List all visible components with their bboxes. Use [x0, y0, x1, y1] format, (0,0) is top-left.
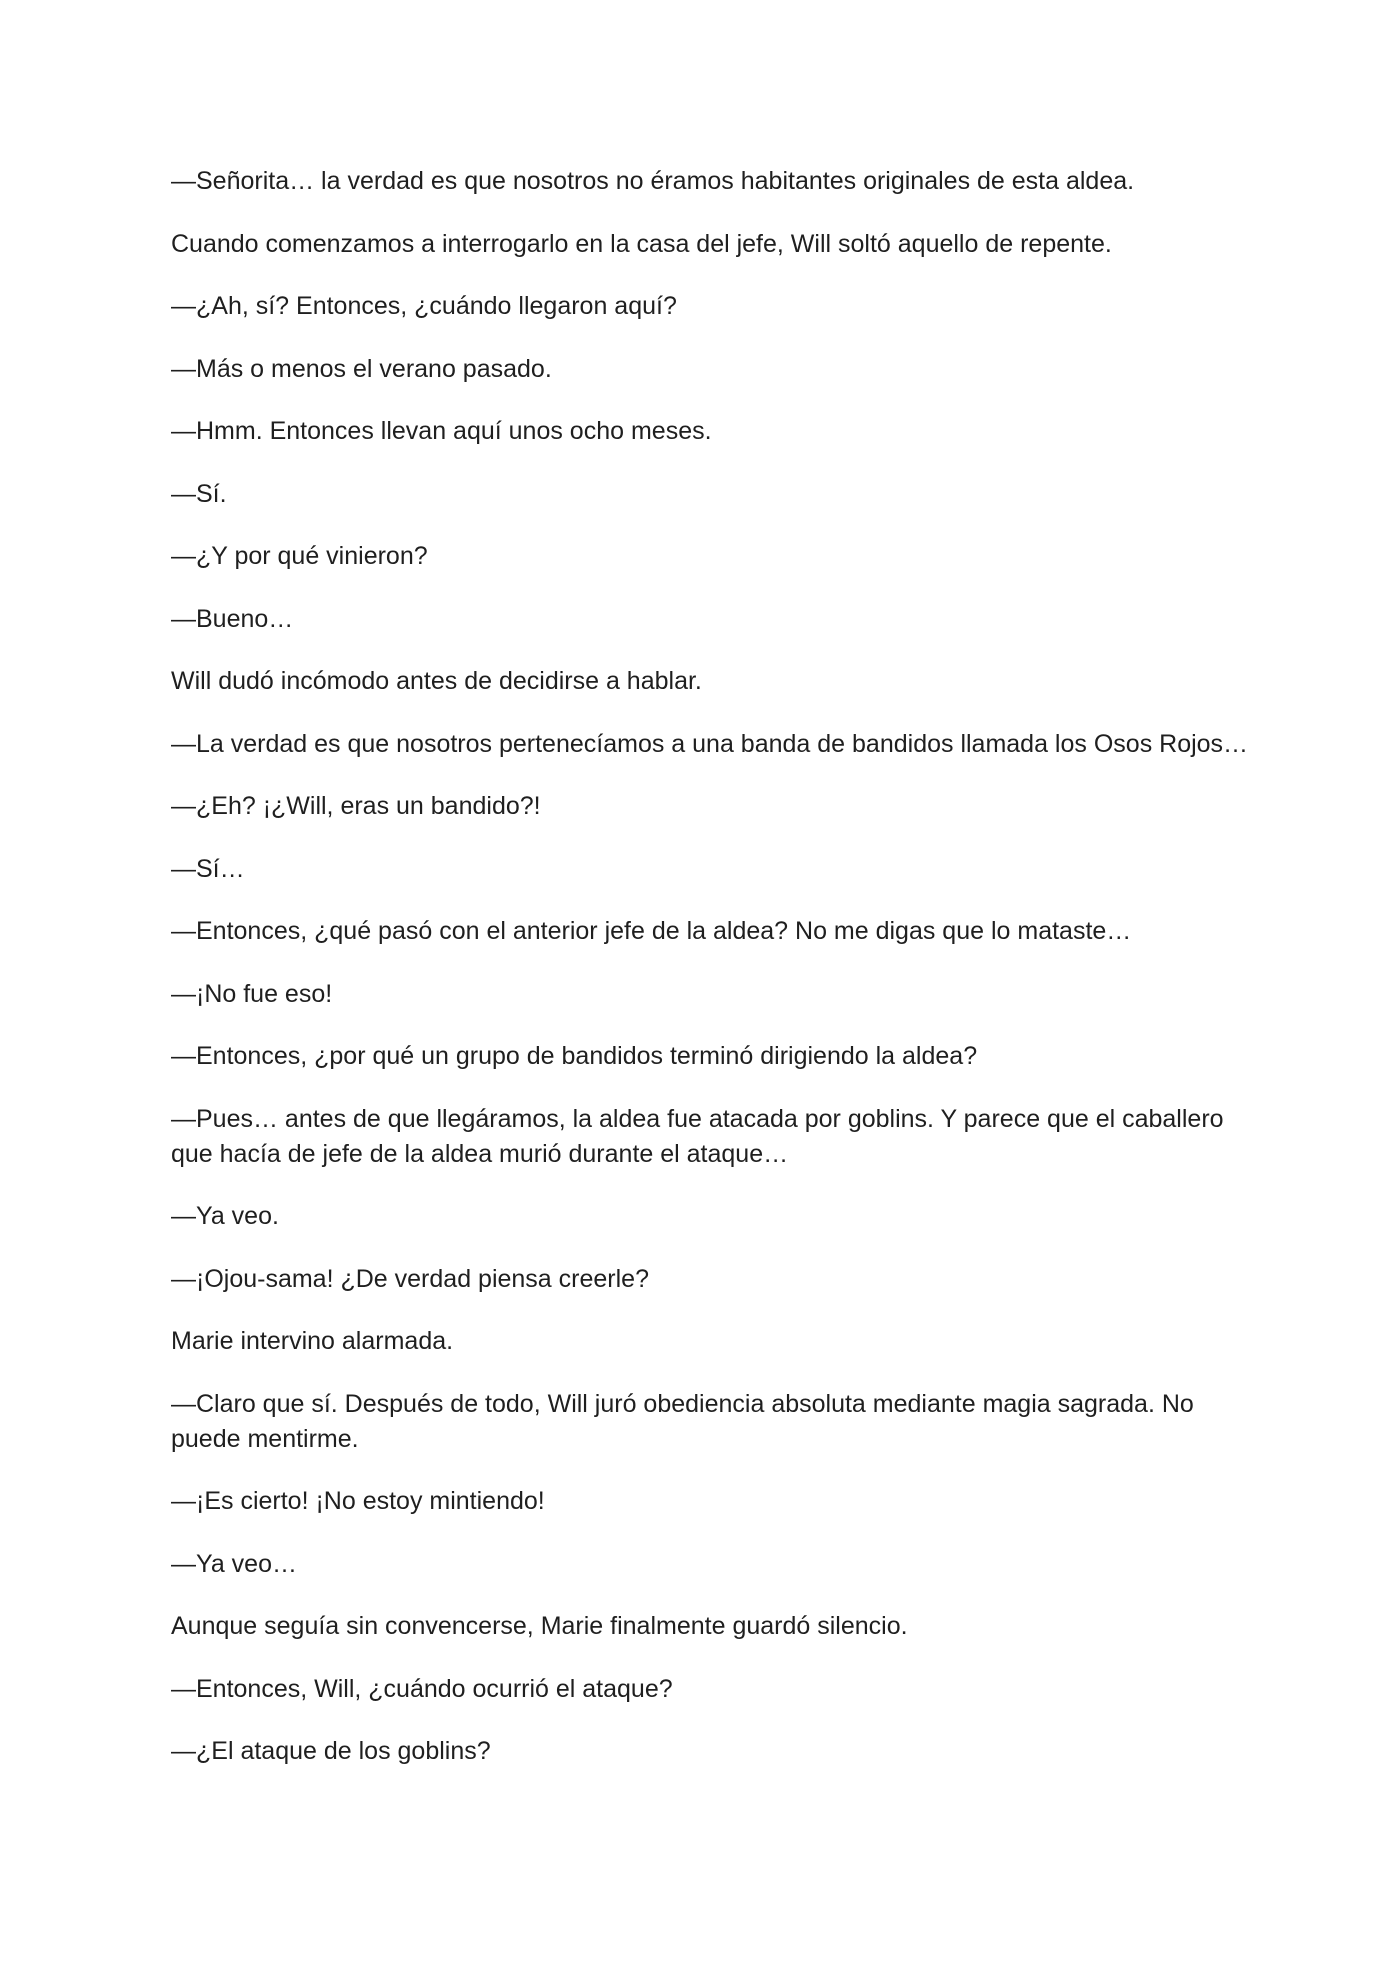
paragraph: —Entonces, Will, ¿cuándo ocurrió el ataque? — [171, 1674, 673, 1703]
paragraph: Will dudó incómodo antes de decidirse a hablar. — [171, 667, 702, 695]
paragraph: —Señorita… la verdad es que nosotros no éramos habitantes originales de esta aldea. — [171, 167, 1135, 195]
paragraph: —¡Es cierto! ¡No estoy mintiendo! — [171, 1487, 545, 1515]
paragraph: —¿Eh? ¡¿Will, eras un bandido?! — [171, 792, 541, 820]
paragraph: —Pues… antes de que llegáramos, la aldea fue atacada por goblins. Y parece que el caballero que hacía de jefe de la aldea murió durante el ataque… — [171, 1104, 1224, 1168]
paragraph: —La verdad es que nosotros pertenecíamos a una banda de bandidos llamada los Osos Rojos… — [171, 729, 1249, 758]
paragraph: Aunque seguía sin convencerse, Marie finalmente guardó silencio. — [171, 1612, 908, 1640]
paragraph: —¿Ah, sí? Entonces, ¿cuándo llegaron aquí? — [171, 292, 677, 320]
paragraph: —¿Y por qué vinieron? — [171, 542, 428, 570]
paragraph: —Claro que sí. Después de todo, Will juró obediencia absoluta mediante magia sagrada. No puede mentirme. — [171, 1389, 1194, 1453]
paragraph: —Ya veo. — [171, 1202, 279, 1230]
paragraph: —¿El ataque de los goblins? — [171, 1737, 491, 1765]
paragraph: —Sí. — [171, 479, 227, 508]
paragraph: Cuando comenzamos a interrogarlo en la casa del jefe, Will soltó aquello de repente. — [171, 229, 1112, 258]
paragraph: —Más o menos el verano pasado. — [171, 354, 552, 383]
paragraph: —Hmm. Entonces llevan aquí unos ocho meses. — [171, 417, 712, 445]
paragraph: —¡Ojou-sama! ¿De verdad piensa creerle? — [171, 1264, 649, 1293]
paragraph: —¡No fue eso! — [171, 979, 333, 1008]
paragraph: —Entonces, ¿qué pasó con el anterior jefe de la aldea? No me digas que lo mataste… — [171, 917, 1132, 945]
paragraph: —Ya veo… — [171, 1549, 297, 1578]
paragraph: —Sí… — [171, 854, 245, 883]
paragraph: —Bueno… — [171, 604, 294, 633]
paragraph: Marie intervino alarmada. — [171, 1327, 454, 1355]
paragraph: —Entonces, ¿por qué un grupo de bandidos terminó dirigiendo la aldea? — [171, 1042, 978, 1070]
